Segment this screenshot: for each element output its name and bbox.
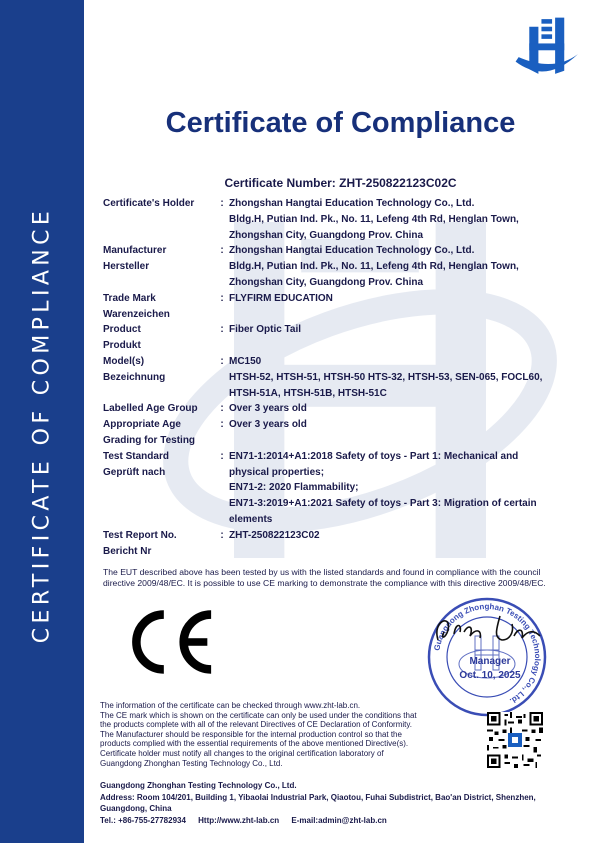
field-label: Product Produkt — [103, 324, 141, 352]
field-trade-mark — [103, 291, 573, 323]
footer — [100, 780, 580, 826]
footer-address: Address: Room 104/201, Building 1, Yibaolai Industrial Park, Qiaotou, Fuhai Subdistrict, Bao'an District, Shenzhen, — [100, 792, 536, 802]
colon: : — [220, 529, 224, 541]
field-label: Manufacturer Hersteller — [103, 245, 167, 273]
note-line: the products complete with all of the relevant Directives of CE Declaration of Conformity. — [100, 720, 412, 730]
certificate-fields — [103, 196, 573, 559]
field-label: Trade Mark Warenzeichen — [103, 292, 170, 320]
note-line: The Manufacturer should be responsible for the internal production control so that the — [100, 729, 402, 739]
field-manufacturer — [103, 243, 573, 290]
field-labelled-age — [103, 401, 573, 417]
signatory-title: Manager — [469, 656, 511, 667]
certificate-notes — [100, 701, 480, 768]
field-value: MC150 HTSH-52, HTSH-51, HTSH-50 HTS-32, HTSH-53, SEN-065, FOCL60, HTSH-51A, HTSH-51B, HTSH-51C — [229, 355, 543, 399]
qr-code-icon[interactable] — [487, 712, 543, 768]
seal-ring-text: Guangdong Zhonghan Testing Technology Co., Ltd. — [432, 601, 543, 706]
colon: : — [220, 245, 224, 257]
field-holder — [103, 196, 573, 243]
colon: : — [220, 198, 224, 209]
field-label: Certificate's Holder — [103, 198, 195, 209]
note-line: Certificate holder must notify all changes to the original certification laboratory of — [100, 748, 384, 758]
colon: : — [220, 324, 224, 336]
ce-mark-icon — [122, 607, 217, 677]
colon: : — [220, 355, 224, 367]
note-line: products complied with the essential requirements of the above mentioned Directive(s). — [100, 739, 409, 749]
company-logo-icon — [508, 10, 584, 86]
field-value: Fiber Optic Tail — [229, 324, 302, 336]
field-value: EN71-1:2014+A1:2018 Safety of toys - Part 1: Mechanical and physical properties; EN71-2: 2020 Flammability; EN71-3:2019+A1:2021 Safety of toys - Part 3: Migration of certain elements — [229, 450, 537, 525]
field-value: FLYFIRM EDUCATION — [229, 292, 333, 304]
field-value: Zhongshan Hangtai Education Technology Co., Ltd. Bldg.H, Putian Ind. Pk., No. 11, Lefeng 4th Rd, Henglan Town, Zhongshan City, Guangdong Prov. China — [229, 198, 519, 241]
colon: : — [220, 403, 224, 415]
field-value: Over 3 years old — [229, 419, 307, 431]
field-value: ZHT-250822123C02 — [229, 529, 320, 541]
compliance-statement: The EUT described above has been tested by us with the listed standards and found in compliance with the council directive 2009/48/EC. It is possible to use CE marking to demonstrate the compliance with this directive 2009/48/EC. — [103, 567, 546, 588]
field-product — [103, 322, 573, 354]
note-line: The CE mark which is shown on the certificate can only be used under the conditions that — [100, 710, 417, 720]
sidebar-title: CERTIFICATE OF COMPLIANCE — [29, 206, 55, 644]
colon: : — [220, 292, 224, 304]
colon: : — [220, 419, 224, 431]
footer-contact — [100, 815, 580, 827]
field-value: Over 3 years old — [229, 403, 307, 415]
field-label: Model(s) Bezeichnung — [103, 355, 166, 383]
field-appropriate-age — [103, 417, 573, 449]
field-value: Zhongshan Hangtai Education Technology Co., Ltd. Bldg.H, Putian Ind. Pk., No. 11, Lefeng 4th Rd, Henglan Town, Zhongshan City, Guangdong Prov. China — [229, 245, 519, 288]
field-label: Test Standard Geprüft nach — [103, 450, 169, 478]
footer-email-link[interactable]: E-mail:admin@zht-lab.cn — [291, 815, 387, 825]
field-label: Appropriate Age Grading for Testing — [103, 419, 196, 446]
field-test-report — [103, 528, 573, 560]
page-title: Certificate of Compliance — [165, 107, 516, 139]
note-line: The information of the certificate can be checked through www.zht-lab.cn. — [100, 701, 361, 710]
sidebar-band — [0, 0, 84, 843]
field-label: Test Report No. Bericht Nr — [103, 529, 177, 557]
field-test-standard — [103, 449, 573, 528]
certificate-number: Certificate Number: ZHT-250822123C02C — [224, 176, 457, 190]
footer-web-link[interactable]: Http://www.zht-lab.cn — [198, 815, 280, 825]
field-label: Labelled Age Group — [103, 403, 198, 415]
signature-date: Oct. 10, 2025 — [459, 670, 521, 681]
footer-address-2: Guangdong, China — [100, 804, 172, 814]
colon: : — [220, 450, 224, 462]
footer-company: Guangdong Zhonghan Testing Technology Co., Ltd. — [100, 781, 297, 790]
field-models — [103, 354, 573, 401]
signature-icon — [430, 610, 550, 650]
footer-tel: Tel.: +86-755-27782934 — [100, 815, 186, 825]
note-line: Guangdong Zhonghan Testing Technology Co., Ltd. — [100, 758, 283, 768]
